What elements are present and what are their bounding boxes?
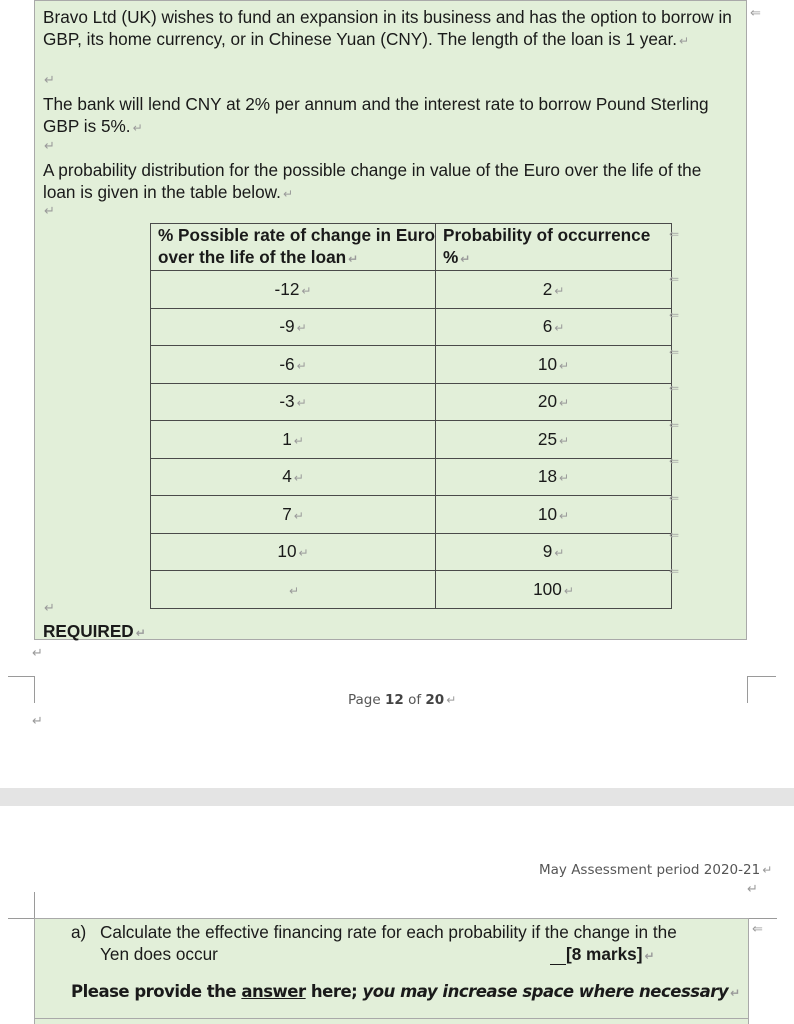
cell-probability: 25 ↵ bbox=[436, 421, 672, 459]
cell-probability: 20 ↵ bbox=[436, 383, 672, 421]
table-row bbox=[151, 533, 672, 571]
table-row bbox=[151, 421, 672, 459]
table-row bbox=[151, 496, 672, 534]
row-end-arrow-icon: ⇐ bbox=[669, 227, 680, 241]
cell-end-icon: ↵ bbox=[559, 471, 570, 486]
question-marks: [8 marks] ↵ bbox=[550, 944, 655, 965]
paragraph-return-icon: ↵ bbox=[44, 73, 55, 88]
page-break-gap bbox=[0, 788, 794, 806]
divider bbox=[34, 1018, 749, 1019]
cell-change: -12 ↵ bbox=[151, 271, 436, 309]
question-text-line2: Yen does occur bbox=[100, 944, 218, 964]
paragraph-return-icon: ↵ bbox=[679, 34, 690, 48]
probability-table bbox=[150, 223, 672, 609]
cell-change: 7 ↵ bbox=[151, 496, 436, 534]
cell-end-icon: ↵ bbox=[559, 508, 570, 523]
cell-end-icon: ↵ bbox=[293, 471, 304, 486]
cell-probability: 10 ↵ bbox=[436, 346, 672, 384]
row-end-arrow-icon: ⇐ bbox=[669, 564, 680, 578]
intro-paragraph-1: Bravo Ltd (UK) wishes to fund an expansion in its business and has the option to borrow in GBP, its home currency, or in Chinese Yuan (CNY). The length of the loan is 1 year. ↵ bbox=[43, 7, 732, 49]
row-end-arrow-icon: ⇐ bbox=[669, 272, 680, 286]
row-end-arrow-icon: ⇐ bbox=[750, 6, 761, 21]
header-change: % Possible rate of change in Euro over the life of the loan ↵ bbox=[151, 224, 436, 271]
cell-probability: 6 ↵ bbox=[436, 308, 672, 346]
content-box-top bbox=[34, 0, 747, 640]
cell-probability: 2 ↵ bbox=[436, 271, 672, 309]
paragraph-return-icon: ↵ bbox=[135, 626, 146, 640]
cell-end-icon: ↵ bbox=[348, 251, 359, 266]
table-row bbox=[151, 383, 672, 421]
cell-end-icon: ↵ bbox=[559, 358, 570, 373]
paragraph-return-icon: ↵ bbox=[44, 601, 55, 616]
cell-end-icon: ↵ bbox=[559, 396, 570, 411]
cell-end-icon: ↵ bbox=[554, 321, 565, 336]
cell-end-icon: ↵ bbox=[563, 583, 574, 598]
crop-mark bbox=[749, 892, 777, 919]
row-end-arrow-icon: ⇐ bbox=[669, 418, 680, 432]
page-header: May Assessment period 2020-21 ↵ bbox=[539, 862, 773, 878]
cell-probability-total: 100 ↵ bbox=[436, 571, 672, 609]
paragraph-return-icon: ↵ bbox=[282, 187, 293, 201]
paragraph-return-icon: ↵ bbox=[32, 714, 43, 729]
paragraph-return-icon: ↵ bbox=[762, 863, 773, 877]
paragraph-return-icon: ↵ bbox=[44, 139, 55, 154]
paragraph-return-icon: ↵ bbox=[644, 949, 655, 963]
cell-change: -6 ↵ bbox=[151, 346, 436, 384]
cell-probability: 18 ↵ bbox=[436, 458, 672, 496]
question-box bbox=[34, 918, 749, 1024]
paragraph-return-icon: ↵ bbox=[32, 646, 43, 661]
cell-end-icon: ↵ bbox=[293, 433, 304, 448]
table-row bbox=[151, 308, 672, 346]
row-end-arrow-icon: ⇐ bbox=[669, 345, 680, 359]
table-row-total bbox=[151, 571, 672, 609]
crop-mark bbox=[747, 676, 776, 703]
required-heading: REQUIRED ↵ bbox=[43, 621, 146, 641]
paragraph-return-icon: ↵ bbox=[446, 693, 457, 707]
cell-change: -3 ↵ bbox=[151, 383, 436, 421]
paragraph-return-icon: ↵ bbox=[730, 986, 740, 1000]
table-header-row bbox=[151, 224, 672, 271]
intro-paragraph-2: The bank will lend CNY at 2% per annum and the interest rate to borrow Pound Sterling GBP is 5%. ↵ bbox=[43, 94, 709, 136]
cell-end-icon: ↵ bbox=[296, 358, 307, 373]
cell-change: 10 ↵ bbox=[151, 533, 436, 571]
cell-end-icon: ↵ bbox=[288, 583, 300, 598]
cell-end-icon: ↵ bbox=[296, 396, 307, 411]
page-footer: Page 12 of 20 ↵ bbox=[348, 692, 457, 708]
cell-end-icon: ↵ bbox=[293, 508, 304, 523]
question-letter: a) bbox=[71, 922, 87, 942]
paragraph-return-icon: ↵ bbox=[132, 121, 143, 135]
table-row bbox=[151, 346, 672, 384]
cell-probability: 10 ↵ bbox=[436, 496, 672, 534]
intro-paragraph-3: A probability distribution for the possible change in value of the Euro over the life of the loan is given in the table below. ↵ bbox=[43, 160, 702, 202]
row-end-arrow-icon: ⇐ bbox=[669, 491, 680, 505]
cell-change bbox=[151, 571, 436, 609]
cell-end-icon: ↵ bbox=[554, 283, 565, 298]
crop-mark bbox=[8, 676, 35, 703]
row-end-arrow-icon: ⇐ bbox=[669, 381, 680, 395]
table-row bbox=[151, 271, 672, 309]
paragraph-return-icon: ↵ bbox=[44, 204, 55, 219]
cell-end-icon: ↵ bbox=[559, 433, 570, 448]
row-end-arrow-icon: ⇐ bbox=[752, 922, 763, 937]
row-end-arrow-icon: ⇐ bbox=[669, 308, 680, 322]
crop-mark bbox=[8, 892, 35, 919]
question-text-line1: Calculate the effective financing rate for each probability if the change in the bbox=[100, 922, 677, 942]
cell-end-icon: ↵ bbox=[296, 321, 307, 336]
row-end-arrow-icon: ⇐ bbox=[669, 454, 680, 468]
header-probability: Probability of occurrence % ↵ bbox=[436, 224, 672, 271]
cell-change: 1 ↵ bbox=[151, 421, 436, 459]
cell-end-icon: ↵ bbox=[298, 546, 309, 561]
paragraph-return-icon: ↵ bbox=[747, 882, 758, 897]
cell-change: 4 ↵ bbox=[151, 458, 436, 496]
cell-end-icon: ↵ bbox=[460, 251, 471, 266]
cell-change: -9 ↵ bbox=[151, 308, 436, 346]
cell-end-icon: ↵ bbox=[301, 283, 312, 298]
answer-instruction: Please provide the answer here; you may increase space where necessary ↵ bbox=[71, 982, 740, 1001]
table-row bbox=[151, 458, 672, 496]
cell-end-icon: ↵ bbox=[554, 546, 565, 561]
row-end-arrow-icon: ⇐ bbox=[669, 528, 680, 542]
cell-probability: 9 ↵ bbox=[436, 533, 672, 571]
